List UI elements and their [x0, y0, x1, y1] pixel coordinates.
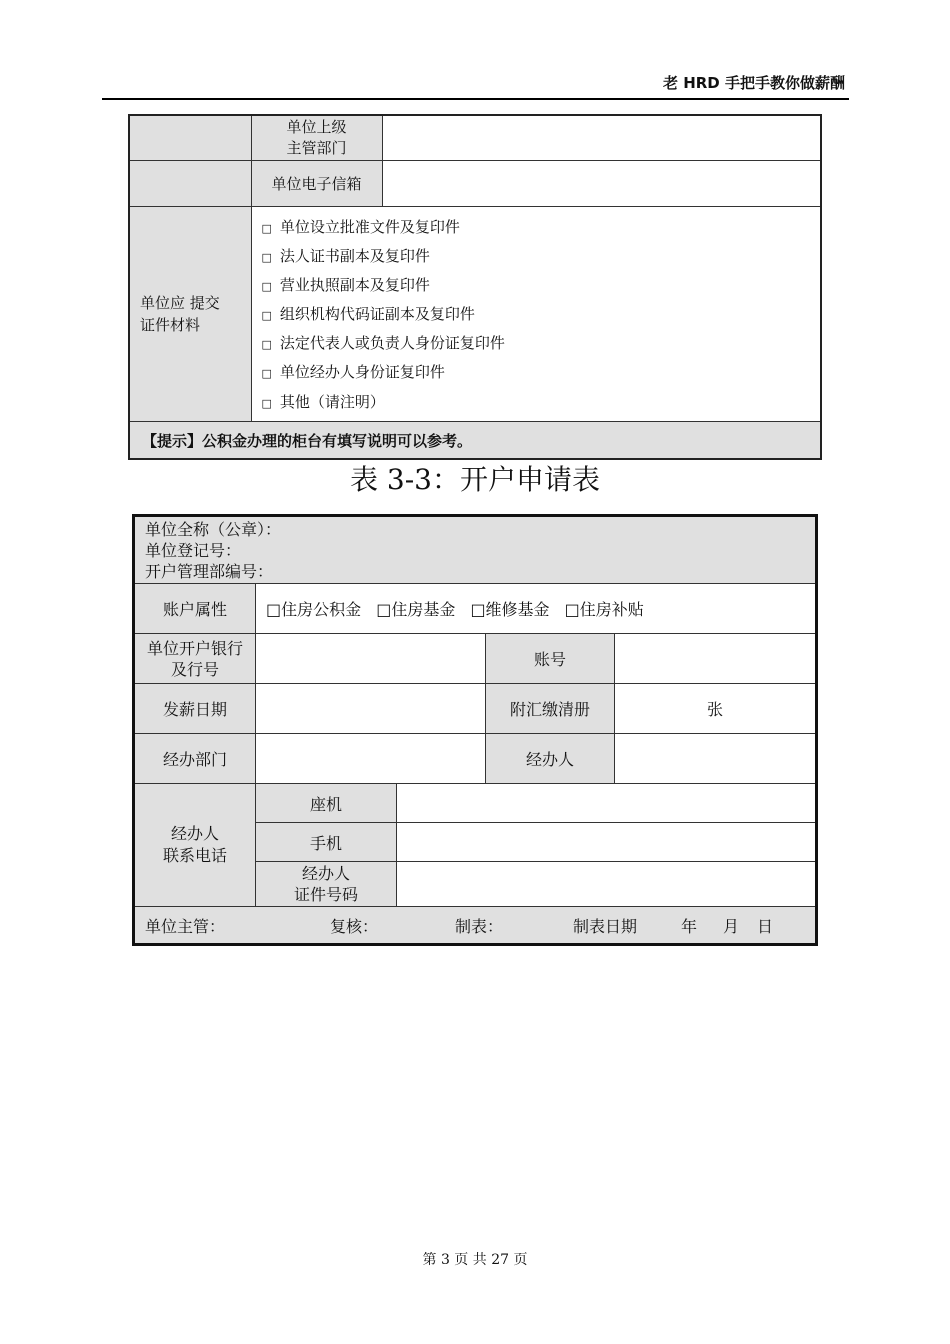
landline-label: 座机 — [256, 784, 397, 823]
dept-field[interactable] — [256, 734, 486, 784]
mobile-label: 手机 — [256, 823, 397, 862]
tip-note: 【提示】公积金办理的柜台有填写说明可以参考。 — [129, 421, 821, 459]
unit-reg-line: 单位登记号： — [145, 540, 242, 560]
date-label: 制表日期 — [573, 916, 638, 936]
material-item[interactable]: □ 法人证书副本及复印件 — [261, 246, 430, 265]
checkbox-icon[interactable]: □ — [261, 221, 272, 235]
day-label: 日 — [757, 916, 774, 936]
checkbox-icon[interactable]: □ — [261, 279, 272, 293]
materials-label: 单位应 提交 证件材料 — [129, 206, 251, 421]
phone-label: 经办人 联系电话 — [134, 784, 256, 907]
bank-field[interactable] — [256, 634, 486, 684]
account-type-options — [256, 584, 817, 634]
option-housing-subsidy[interactable]: □住房补贴 — [564, 600, 644, 619]
material-item[interactable]: □ 组织机构代码证副本及复印件 — [261, 305, 475, 324]
form-footer — [134, 907, 817, 945]
year-label: 年 — [681, 916, 698, 936]
payday-field[interactable] — [256, 684, 486, 734]
materials-cell — [251, 206, 821, 421]
handler-label: 经办人 — [486, 734, 615, 784]
account-opening-form — [132, 514, 818, 946]
page-number: 第 3 页 共 27 页 — [422, 1252, 528, 1268]
dept-label: 经办部门 — [134, 734, 256, 784]
material-item[interactable]: □ 营业执照副本及复印件 — [261, 275, 430, 294]
form-header — [134, 516, 817, 584]
attach-label: 附汇缴清册 — [486, 684, 615, 734]
landline-field[interactable] — [397, 784, 817, 823]
checkbox-icon[interactable]: □ — [261, 367, 272, 381]
table-caption: 表 3-3：开户申请表 — [350, 463, 600, 496]
account-type-label: 账户属性 — [134, 584, 256, 634]
email-label: 单位电子信箱 — [251, 160, 382, 206]
handler-field[interactable] — [615, 734, 817, 784]
attach-field[interactable] — [615, 684, 817, 734]
superior-dept-label: 单位上级 主管部门 — [251, 115, 382, 160]
checkbox-icon[interactable]: □ — [261, 396, 272, 410]
material-item[interactable]: □ 单位经办人身份证复印件 — [261, 363, 445, 382]
superior-dept-field[interactable] — [382, 115, 821, 160]
account-no-field[interactable] — [615, 634, 817, 684]
mobile-field[interactable] — [397, 823, 817, 862]
email-field[interactable] — [382, 160, 821, 206]
checkbox-icon[interactable]: □ — [261, 338, 272, 352]
mgmt-no-line: 开户管理部编号： — [145, 561, 274, 581]
month-label: 月 — [723, 916, 740, 936]
option-maintenance-fund[interactable]: □维修基金 — [470, 600, 550, 619]
payday-label: 发薪日期 — [134, 684, 256, 734]
running-header: 老 HRD 手把手教你做薪酬 — [662, 74, 845, 92]
unit-name-line: 单位全称（公章）： — [145, 519, 282, 539]
material-item[interactable]: □ 其他（请注明） — [261, 392, 385, 411]
material-item[interactable]: □ 单位设立批准文件及复印件 — [261, 217, 460, 236]
option-housing-foundation[interactable]: □住房基金 — [376, 600, 456, 619]
manager-sign: 单位主管： — [145, 916, 226, 936]
option-housing-fund[interactable]: □住房公积金 — [266, 600, 362, 619]
blank-cell — [129, 160, 251, 206]
unit-info-table — [128, 114, 822, 460]
maker-sign: 制表： — [455, 916, 504, 936]
checkbox-icon[interactable]: □ — [261, 309, 272, 323]
material-item[interactable]: □ 法定代表人或负责人身份证复印件 — [261, 334, 505, 353]
reviewer-sign: 复核： — [330, 916, 379, 936]
header-rule — [102, 98, 849, 100]
id-label: 经办人 证件号码 — [256, 862, 397, 907]
account-no-label: 账号 — [486, 634, 615, 684]
id-field[interactable] — [397, 862, 817, 907]
materials-list — [252, 207, 821, 421]
blank-cell — [129, 115, 251, 160]
bank-label: 单位开户银行 及行号 — [134, 634, 256, 684]
checkbox-icon[interactable]: □ — [261, 250, 272, 264]
attach-unit: 张 — [706, 700, 723, 719]
